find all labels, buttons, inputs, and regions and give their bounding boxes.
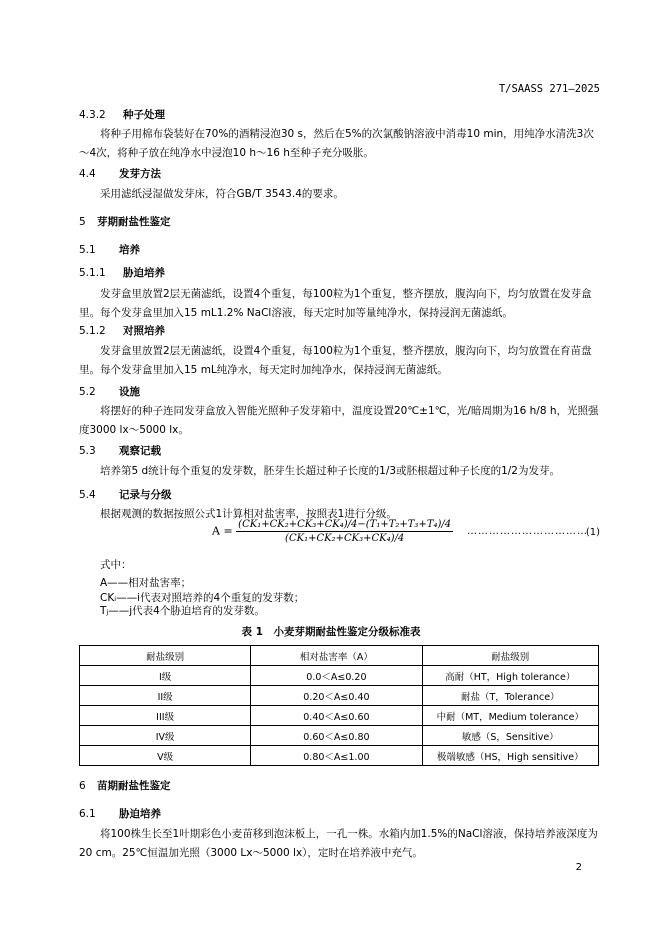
- section-heading-5-1-2: 5.1.2 对照培养: [79, 325, 165, 337]
- table-cell: III级: [80, 706, 251, 726]
- formula-denominator: (CK₁+CK₂+CK₃+CK₄)/4: [285, 533, 405, 544]
- table-cell: II级: [80, 686, 251, 706]
- section-heading-5-4: 5.4 记录与分级: [79, 489, 172, 501]
- section-text-4-3-2: 将种子用棉布袋装好在70%的酒精浸泡30 s，然后在5%的次氯酸钠溶液中消毒10 min，用纯净水清洗3次～4次，将种子放在纯净水中浸泡10 h～16 h至种子充分吸胀。: [79, 128, 594, 159]
- formula-leader-dots: ……………………………: [467, 526, 588, 537]
- classification-table: [79, 645, 599, 766]
- standard-code: T/SAASS 271—2025: [498, 83, 600, 95]
- table-cell: I级: [80, 666, 251, 686]
- table-cell: 0.0＜A≤0.20: [251, 666, 422, 686]
- table-cell: 高耐（HT，High tolerance）: [422, 666, 598, 686]
- section-text-6-1: 将100株生长至1叶期彩色小麦苗移到泡沫板上，一孔一株。水箱内加1.5%的NaCl溶液，保持培养液深度为20 cm。25℃恒温加光照（3000 Lx～5000 lx），定时在培养液中充气。: [79, 828, 598, 859]
- formula-numerator: (CK₁+CK₂+CK₃+CK₄)/4−(T₁+T₂+T₃+T₄)/4: [238, 519, 452, 530]
- table-header-cell: 相对盐害率（A）: [251, 646, 422, 666]
- table-row: [80, 686, 599, 706]
- section-heading-4-4: 4.4 发芽方法: [79, 168, 161, 180]
- section-heading-4-3-2: 4.3.2 种子处理: [79, 109, 165, 121]
- table-row: [80, 666, 599, 686]
- section-heading-5-1: 5.1 培养: [79, 244, 140, 256]
- table-title: 表 1 小麦芽期耐盐性鉴定分级标准表: [241, 626, 421, 638]
- table-cell: 敏感（S，Sensitive）: [422, 726, 598, 746]
- section-heading-5-2: 5.2 设施: [79, 386, 140, 398]
- where-item: CKᵢ——i代表对照培养的4个重复的发芽数；: [100, 592, 305, 604]
- table-cell: 耐盐（T，Tolerance）: [422, 686, 598, 706]
- table-cell: 0.40＜A≤0.60: [251, 706, 422, 726]
- table-cell: V级: [80, 746, 251, 766]
- section-text-5-3: 培养第5 d统计每个重复的发芽数，胚芽生长超过种子长度的1/3或胚根超过种子长度的1/2为发芽。: [100, 465, 560, 477]
- table-row: [80, 746, 599, 766]
- where-item: A——相对盐害率；: [100, 577, 192, 589]
- section-text-4-4: 采用滤纸浸湿做发芽床，符合GB/T 3543.4的要求。: [100, 188, 344, 200]
- formula-lhs: A =: [212, 524, 233, 538]
- table-cell: 0.60＜A≤0.80: [251, 726, 422, 746]
- table-header-row: [80, 646, 599, 666]
- table-row: [80, 706, 599, 726]
- section-heading-5-3: 5.3 观察记载: [79, 445, 161, 457]
- formula-number: (1): [585, 527, 600, 538]
- section-heading-6: 6 苗期耐盐性鉴定: [79, 780, 171, 792]
- table-cell: 0.20＜A≤0.40: [251, 686, 422, 706]
- table-cell: IV级: [80, 726, 251, 746]
- section-text-5-1-2: 发芽盒里放置2层无菌滤纸，设置4个重复，每100粒为1个重复，整齐摆放，腹沟向下，均匀放置在育苗盘里。每个发芽盒里加入15 mL纯净水，每天定时加纯净水，保持浸润无菌滤纸。: [79, 345, 592, 376]
- table-cell: 0.80＜A≤1.00: [251, 746, 422, 766]
- where-item: Tⱼ——j代表4个胁迫培育的发芽数。: [100, 605, 265, 617]
- formula: [212, 519, 453, 544]
- formula-fraction: [236, 519, 453, 544]
- where-intro: 式中：: [100, 559, 132, 571]
- table-cell: 中耐（MT，Medium tolerance）: [422, 706, 598, 726]
- section-heading-5: 5 芽期耐盐性鉴定: [79, 216, 171, 228]
- table-row: [80, 726, 599, 746]
- section-text-5-4: 根据观测的数据按照公式1计算相对盐害率，按照表1进行分级。: [100, 508, 397, 520]
- table-header-cell: 耐盐级别: [80, 646, 251, 666]
- section-heading-5-1-1: 5.1.1 胁迫培养: [79, 267, 165, 279]
- table-header-cell: 耐盐级别: [422, 646, 598, 666]
- table-cell: 极端敏感（HS，High sensitive）: [422, 746, 598, 766]
- section-text-5-1-1: 发芽盒里放置2层无菌滤纸，设置4个重复，每100粒为1个重复，整齐摆放，腹沟向下，均匀放置在发芽盒里。每个发芽盒里加入15 mL1.2% NaCl溶液，每天定时加等量纯净水，保持浸润无菌滤纸。: [79, 288, 592, 319]
- section-heading-6-1: 6.1 胁迫培养: [79, 808, 161, 820]
- section-text-5-2: 将摆好的种子连同发芽盒放入智能光照种子发芽箱中，温度设置20℃±1℃，光/暗周期为16 h/8 h，光照强度3000 lx～5000 lx。: [79, 405, 599, 436]
- page-number: 2: [575, 862, 582, 873]
